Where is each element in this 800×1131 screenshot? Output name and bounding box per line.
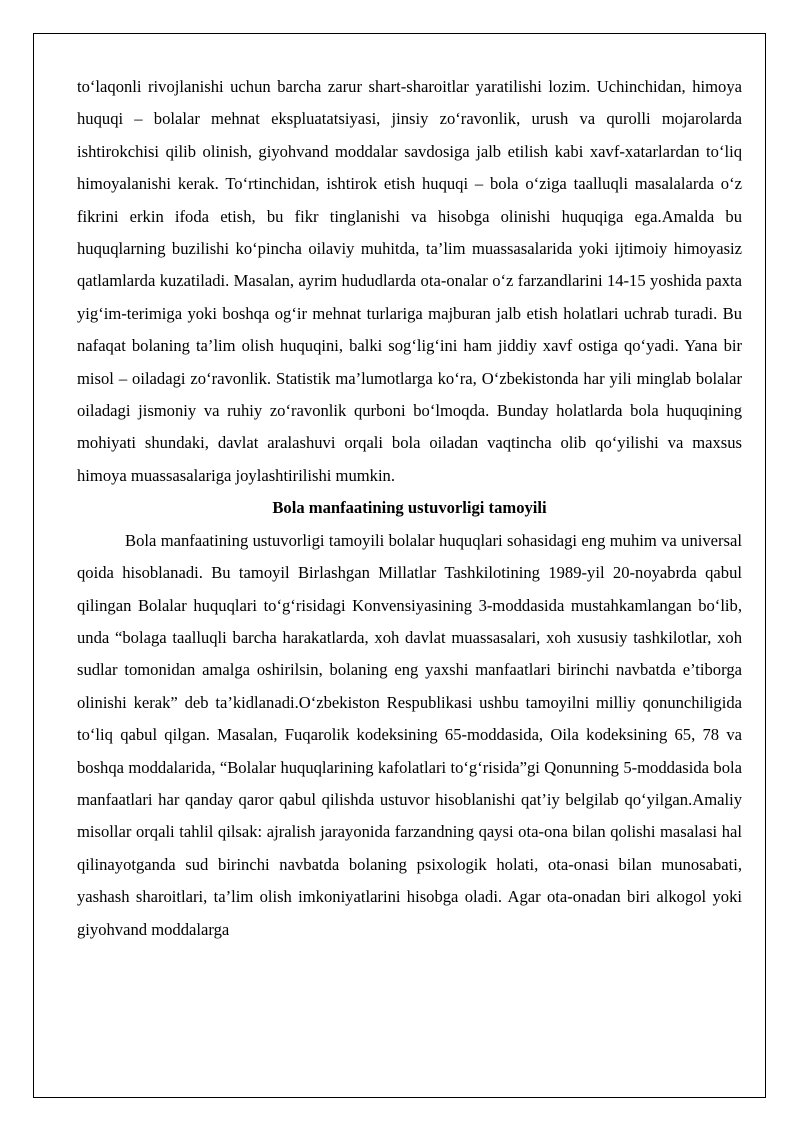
document-body [77,71,742,946]
section-heading: Bola manfaatining ustuvorligi tamoyili [272,498,547,518]
paragraph-2: Bola manfaatining ustuvorligi tamoyili bolalar huquqlari sohasidagi eng muhim va universal qoida hisoblanadi. Bu tamoyil Birlashgan Millatlar Tashkilotining 1989-yil 20-noyabrda qabul qilingan Bolalar huquqlari to‘g‘risidagi Konvensiyasining 3-moddasida mustahkamlangan bo‘lib, unda “bolaga taalluqli barcha harakatlarda, xoh davlat muassasalari, xoh xususiy tashkilotlar, xoh sudlar tomonidan amalga oshirilsin, bolaning eng yaxshi manfaatlari birinchi navbatda e’tiborga olinishi kerak” deb ta’kidlanadi.O‘zbekiston Respublikasi ushbu tamoyilni milliy qonunchiligida to‘liq qabul qilgan. Masalan, Fuqarolik kodeksining 65-moddasida, Oila kodeksining 65, 78 va boshqa moddalarida, “Bolalar huquqlarining kafolatlari to‘g‘risida”gi Qonunning 5-moddasida bola manfaatlari har qanday qaror qabul qilishda ustuvor hisoblanishi qat’iy belgilab qo‘yilgan.Amaliy misollar orqali tahlil qilsak: ajralish jarayonida farzandning qaysi ota-ona bilan qolishi masalasi hal qilinayotganda sud birinchi navbatda bolaning psixologik holati, ota-onasi bilan munosabati, yashash sharoitlari, ta’lim olish imkoniyatlarini hisobga oladi. Agar ota-onadan biri alkogol yoki giyohvand moddalarga [77,530,742,939]
paragraph-1: to‘laqonli rivojlanishi uchun barcha zarur shart-sharoitlar yaratilishi lozim. Uchinchidan, himoya huquqi – bolalar mehnat ekspluatatsiyasi, jinsiy zo‘ravonlik, urush va qurolli mojarolarda ishtirokchisi qilib olinish, giyohvand moddalar savdosiga jalb etilish kabi xavf-xatarlardan to‘liq himoyalanishi kerak. To‘rtinchidan, ishtirok etish huquqi – bola o‘ziga taalluqli masalalarda o‘z fikrini erkin ifoda etish, bu fikr tinglanishi va hisobga olinishi huquqiga ega.Amalda bu huquqlarning buzilishi ko‘pincha oilaviy muhitda, ta’lim muassasalarida yoki ijtimoiy himoyasiz qatlamlarda kuzatiladi. Masalan, ayrim hududlarda ota-onalar o‘z farzandlarini 14-15 yoshida paxta yig‘im-terimiga yoki boshqa og‘ir mehnat turlariga majburan jalb etish holatlari uchrab turadi. Bu nafaqat bolaning ta’lim olish huquqini, balki sog‘lig‘ini ham jiddiy xavf ostiga qo‘yadi. Yana bir misol – oiladagi zo‘ravonlik. Statistik ma’lumotlarga ko‘ra, O‘zbekistonda har yili minglab bolalar oiladagi jismoniy va ruhiy zo‘ravonlik qurboni bo‘lmoqda. Bunday holatlarda bola huquqining mohiyati shundaki, davlat aralashuvi orqali bola oiladan vaqtincha olib qo‘yilishi va maxsus himoya muassasalariga joylashtirilishi mumkin. [77,77,742,485]
